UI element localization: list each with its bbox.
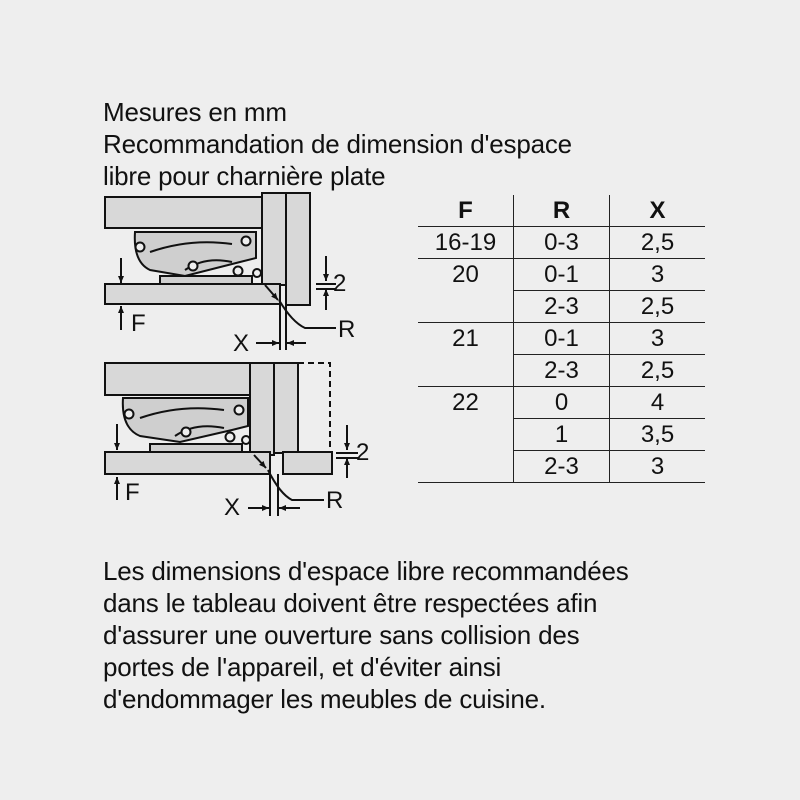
top-label-r: R	[338, 316, 356, 343]
bottom-lower-panel	[105, 452, 270, 474]
table-row	[418, 419, 705, 451]
table-row	[418, 355, 705, 387]
table-row	[418, 387, 705, 419]
cell-f	[418, 355, 514, 387]
top-label-x: X	[233, 330, 250, 357]
top-label-2: 2	[333, 270, 347, 297]
bottom-furniture-door	[274, 363, 298, 453]
footer-line-1: Les dimensions d'espace libre recommandées	[103, 556, 629, 586]
cell-f: 22	[418, 387, 514, 419]
top-cabinet-body	[105, 197, 262, 228]
cell-r: 0-1	[514, 259, 610, 291]
top-label-f: F	[131, 310, 146, 337]
cell-x: 4	[610, 387, 706, 419]
clearance-table	[418, 195, 705, 483]
cell-r: 1	[514, 419, 610, 451]
top-lower-panel	[105, 284, 280, 304]
bottom-cabinet-body	[105, 363, 250, 395]
col-header-f: F	[418, 195, 514, 227]
top-furniture-door	[286, 193, 310, 305]
footer-note	[103, 555, 629, 715]
table-row	[418, 259, 705, 291]
footer-line-5: d'endommager les meubles de cuisine.	[103, 684, 546, 714]
cell-r: 2-3	[514, 451, 610, 483]
cell-f: 20	[418, 259, 514, 291]
bottom-label-r: R	[326, 487, 344, 514]
bottom-label-f: F	[125, 479, 140, 506]
cell-r: 2-3	[514, 355, 610, 387]
cell-x: 3	[610, 323, 706, 355]
table-row	[418, 451, 705, 483]
heading-line-1: Mesures en mm	[103, 97, 287, 127]
table-row	[418, 323, 705, 355]
cell-f	[418, 291, 514, 323]
bottom-appliance-door	[250, 363, 274, 455]
heading-line-2: Recommandation de dimension d'espace	[103, 129, 572, 159]
cell-r: 0-1	[514, 323, 610, 355]
cell-f	[418, 419, 514, 451]
cell-x: 2,5	[610, 291, 706, 323]
bottom-label-2: 2	[356, 439, 370, 466]
bottom-label-x: X	[224, 494, 241, 521]
cell-r: 2-3	[514, 291, 610, 323]
cell-f	[418, 451, 514, 483]
cell-r: 0	[514, 387, 610, 419]
cell-x: 2,5	[610, 355, 706, 387]
col-header-r: R	[514, 195, 610, 227]
table-row	[418, 227, 705, 259]
heading-line-3: libre pour charnière plate	[103, 161, 386, 191]
col-header-x: X	[610, 195, 706, 227]
footer-line-4: portes de l'appareil, et d'éviter ainsi	[103, 652, 502, 682]
cell-r: 0-3	[514, 227, 610, 259]
footer-line-2: dans le tableau doivent être respectées afin	[103, 588, 598, 618]
cell-f: 16-19	[418, 227, 514, 259]
cell-x: 3	[610, 451, 706, 483]
cell-x: 2,5	[640, 229, 675, 256]
footer-line-3: d'assurer une ouverture sans collision des	[103, 620, 580, 650]
cell-f: 21	[418, 323, 514, 355]
table-row	[418, 291, 705, 323]
cell-x: 3	[610, 259, 706, 291]
top-appliance-door	[262, 193, 286, 285]
cell-x: 3,5	[610, 419, 706, 451]
